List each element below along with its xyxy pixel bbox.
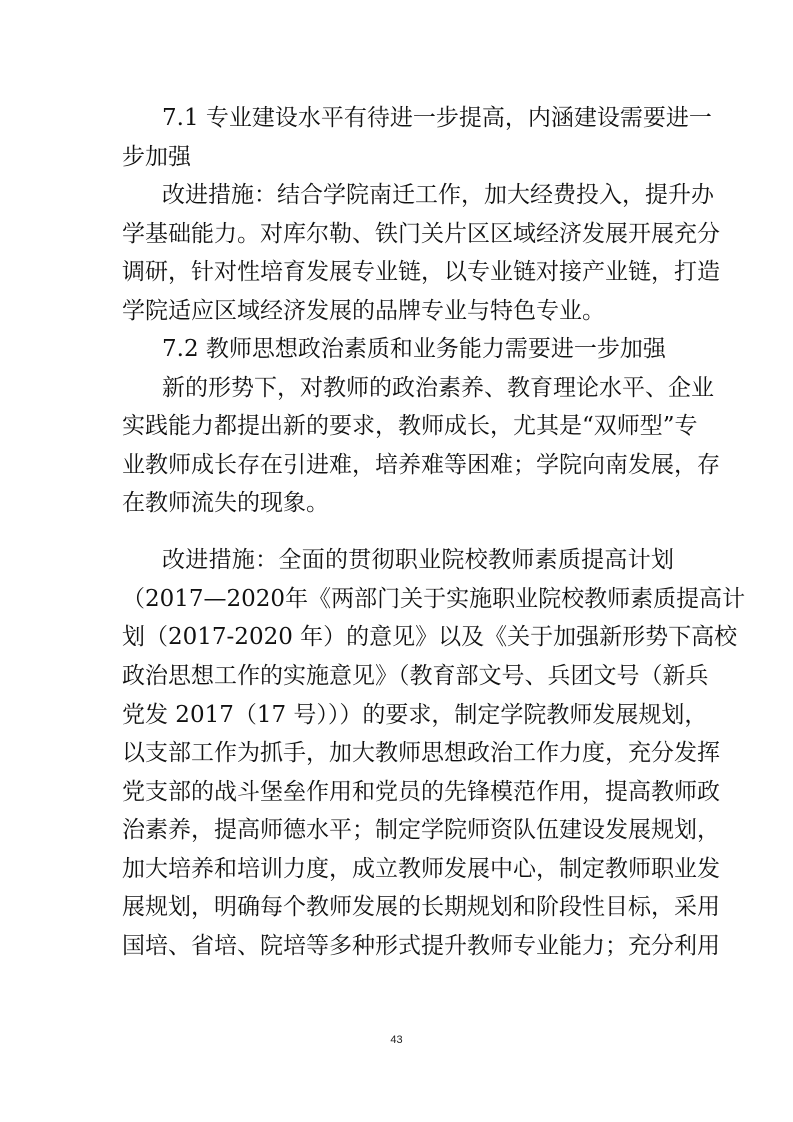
- section-heading-7-1-continued: 步加强: [122, 144, 191, 170]
- paragraph-line: 党支部的战斗堡垒作用和党员的先锋模范作用，提高教师政: [122, 779, 720, 805]
- paragraph-line: 改进措施：结合学院南迁工作，加大经费投入，提升办: [162, 182, 714, 208]
- paragraph-line: 国培、省培、院培等多种形式提升教师专业能力；充分利用: [122, 933, 720, 959]
- paragraph-line: 实践能力都提出新的要求，教师成长，尤其是“双师型”专: [122, 413, 698, 439]
- section-heading-7-1: 7.1 专业建设水平有待进一步提高，内涵建设需要进一: [162, 105, 712, 131]
- paragraph-line: 以支部工作为抓手，加大教师思想政治工作力度，充分发挥: [122, 740, 720, 766]
- paragraph-line: 改进措施：全面的贯彻职业院校教师素质提高计划: [162, 547, 674, 573]
- paragraph-line: 在教师流失的现象。: [122, 490, 329, 516]
- paragraph-line: 加大培养和培训力度，成立教师发展中心，制定教师职业发: [122, 856, 720, 882]
- paragraph-line: 学院适应区域经济发展的品牌专业与特色专业。: [122, 298, 605, 324]
- paragraph-line: 展规划，明确每个教师发展的长期规划和阶段性目标，采用: [122, 894, 720, 920]
- paragraph-line: 调研，针对性培育发展专业链，以专业链对接产业链，打造: [122, 259, 720, 285]
- paragraph-line: 业教师成长存在引进难，培养难等困难；学院向南发展，存: [122, 452, 720, 478]
- paragraph-line: 划（2017-2020 年）的意见》以及《关于加强新形势下高校: [122, 624, 738, 650]
- paragraph-line: （2017—2020年《两部门关于实施职业院校教师素质提高计: [122, 586, 746, 612]
- section-heading-7-2: 7.2 教师思想政治素质和业务能力需要进一步加强: [162, 336, 666, 362]
- paragraph-line: 治素养，提高师德水平；制定学院师资队伍建设发展规划，: [122, 817, 720, 843]
- paragraph-line: 党发 2017（17 号）））的要求，制定学院教师发展规划，: [122, 702, 708, 728]
- paragraph-line: 政治思想工作的实施意见》（教育部文号、兵团文号（新兵: [122, 663, 709, 689]
- paragraph-line: 学基础能力。对库尔勒、铁门关片区区域经济发展开展充分: [122, 221, 720, 247]
- page-number: 43: [390, 1034, 403, 1046]
- paragraph-line: 新的形势下，对教师的政治素养、教育理论水平、企业: [162, 375, 714, 401]
